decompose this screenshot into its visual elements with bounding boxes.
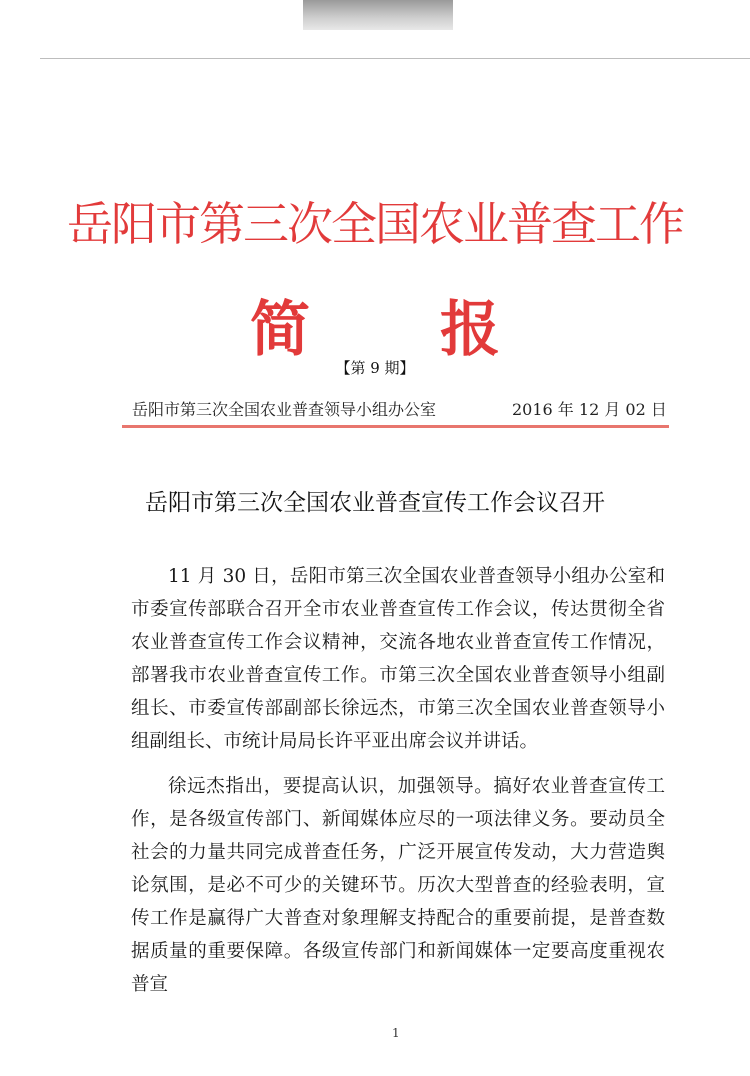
masthead-subtitle-right: 报 xyxy=(440,295,500,365)
publisher: 岳阳市第三次全国农业普查领导小组办公室 xyxy=(132,400,437,419)
page-number: 1 xyxy=(392,1026,400,1040)
paragraph: 11 月 30 日，岳阳市第三次全国农业普查领导小组办公室和市委宣传部联合召开全市农业普查宣传工作会议，传达贯彻全省农业普查宣传工作会议精神，交流各地农业普查宣传工作情况，部署我市农业普查宣传工作。市第三次全国农业普查领导小组副组长、市委宣传部副部长徐远杰，市第三次全国农业普查领导小组副组长、市统计局局长许平亚出席会议并讲话。 xyxy=(131,566,665,752)
scan-edge-line xyxy=(40,58,750,59)
publication-date: 2016 年 12 月 02 日 xyxy=(512,400,667,419)
paragraph: 徐远杰指出，要提高认识，加强领导。搞好农业普查宣传工作，是各级宣传部门、新闻媒体应尽的一项法律义务。要动员全社会的力量共同完成普查任务，广泛开展宣传发动，大力营造舆论氛围，是必不可少的关键环节。历次大型普查的经验表明，宣传工作是赢得广大普查对象理解支持配合的重要前提，是普查数据质量的重要保障。各级宣传部门和新闻媒体一定要高度重视农普宣 xyxy=(131,776,665,995)
masthead-title: 岳阳市第三次全国农业普查工作 xyxy=(67,197,683,251)
article-body xyxy=(131,560,665,1013)
issue-number: 【第 9 期】 xyxy=(335,359,415,377)
masthead-subtitle-left: 简 xyxy=(250,295,310,365)
header-divider xyxy=(122,425,669,428)
scan-artifact xyxy=(303,0,453,30)
masthead-subtitle xyxy=(0,282,750,368)
article-title: 岳阳市第三次全国农业普查宣传工作会议召开 xyxy=(145,490,605,516)
